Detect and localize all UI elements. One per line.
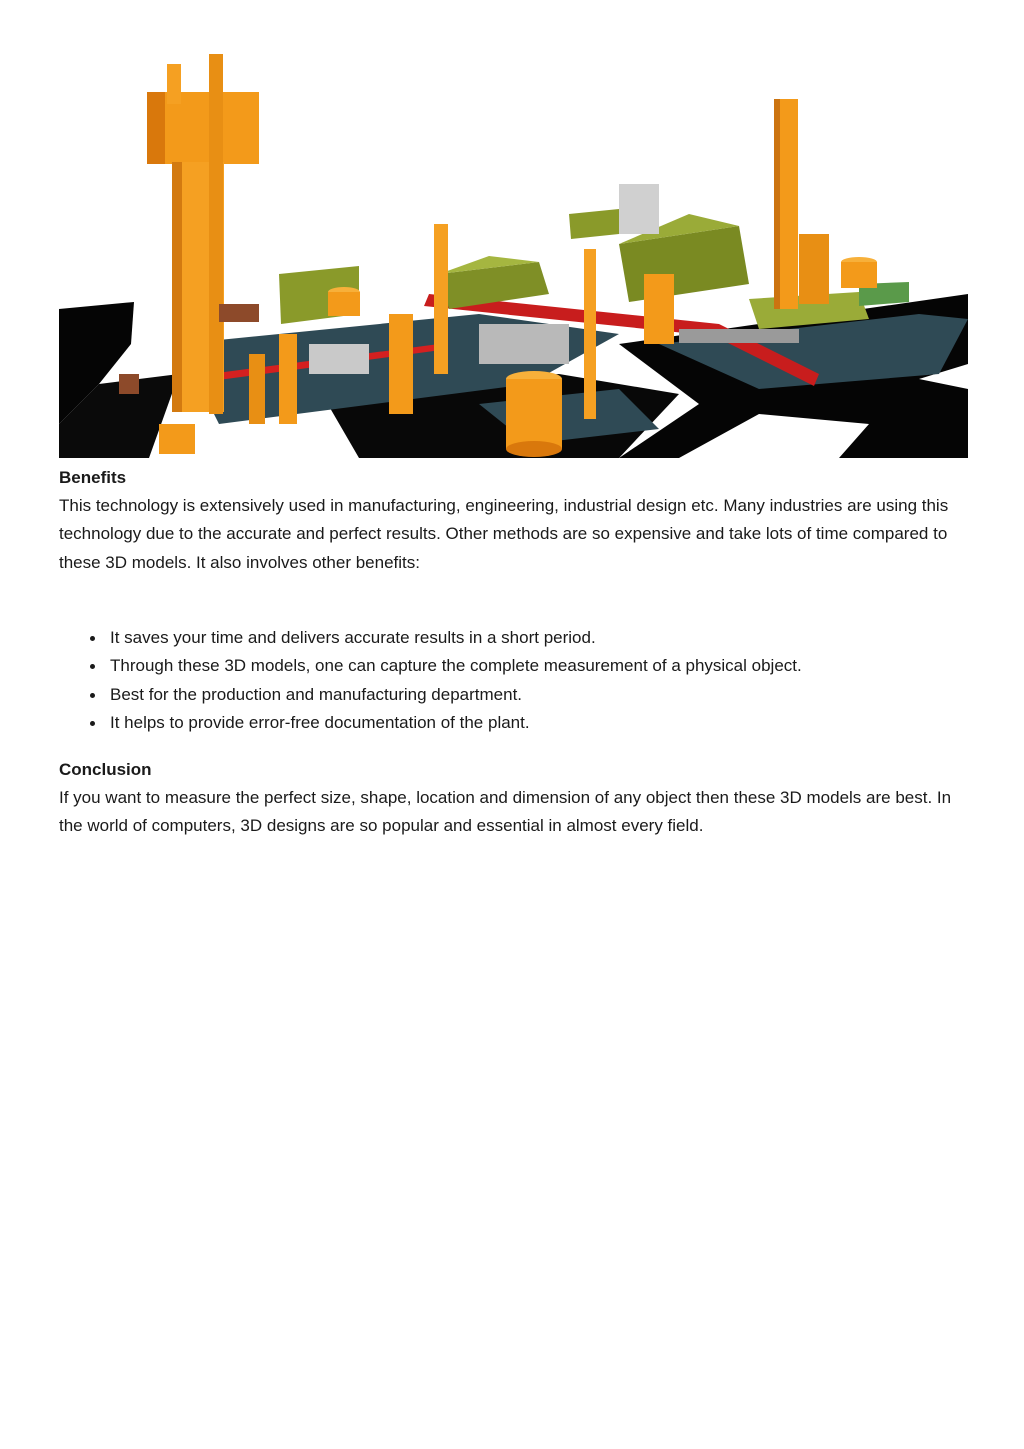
list-item-text: Best for the production and manufacturing department.	[110, 684, 523, 704]
list-item	[59, 624, 802, 652]
benefits-list	[59, 624, 802, 738]
conclusion-heading: Conclusion	[59, 760, 152, 779]
bullet-icon	[90, 693, 95, 698]
bullet-icon	[90, 636, 95, 641]
list-item-text: It saves your time and delivers accurate results in a short period.	[110, 628, 596, 647]
list-item-text: It helps to provide error-free documentation of the plant.	[110, 713, 530, 733]
bullet-icon	[90, 721, 95, 726]
list-item	[59, 709, 802, 737]
benefits-paragraph: This technology is extensively used in manufacturing, engineering, industrial design etc. Many industries are using this technology due to the accurate and perfect results. Other methods are so expensive and take lots of time compared to these 3D models. It also involves other benefits:	[59, 496, 949, 572]
benefits-heading: Benefits	[59, 468, 127, 487]
bullet-icon	[90, 664, 95, 669]
list-item-text: Through these 3D models, one can capture the complete measurement of a physical object.	[110, 656, 802, 676]
conclusion-paragraph: If you want to measure the perfect size, shape, location and dimension of any object then these 3D models are best. In the world of computers, 3D designs are so popular and essential in almost every field.	[59, 788, 952, 836]
plant-3d-model-image	[59, 44, 968, 458]
list-item	[59, 652, 802, 680]
list-item	[59, 681, 802, 709]
